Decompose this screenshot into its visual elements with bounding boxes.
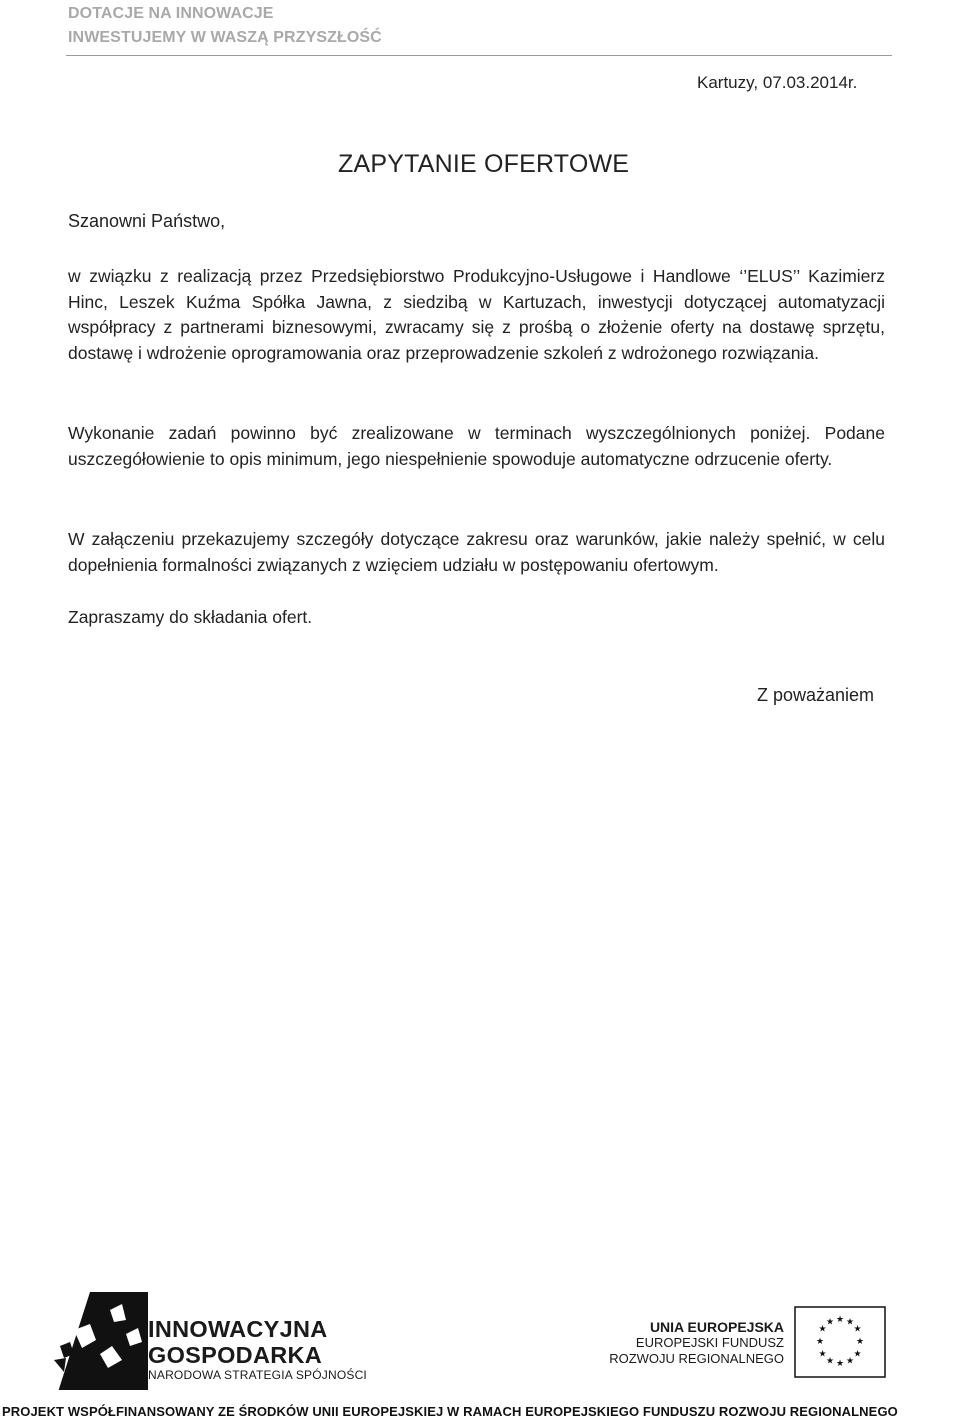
closing-phrase: Z poważaniem <box>757 685 875 705</box>
svg-text:★: ★ <box>815 1337 825 1347</box>
letter-date: Kartuzy, 07.03.2014r. <box>697 73 858 92</box>
eu-fund-text <box>600 1319 784 1367</box>
innovative-economy-line-2: GOSPODARKA <box>148 1342 323 1368</box>
svg-text:★: ★ <box>818 1324 827 1335</box>
eu-line-2: EUROPEJSKI FUNDUSZ <box>635 1335 784 1350</box>
svg-text:★: ★ <box>825 1356 835 1367</box>
innovative-economy-line-1: INNOWACYJNA <box>148 1316 328 1342</box>
svg-text:★: ★ <box>853 1349 862 1360</box>
innovative-economy-subtitle: NARODOWA STRATEGIA SPÓJNOŚCI <box>148 1368 367 1382</box>
page-header <box>68 2 382 50</box>
letter-title: ZAPYTANIE OFERTOWE <box>338 150 630 178</box>
eu-line-1: UNIA EUROPEJSKA <box>649 1319 784 1335</box>
eu-flag-icon <box>794 1306 886 1378</box>
paragraph-2: Wykonanie zadań powinno być zrealizowane w terminach wyszczególnionych poniżej. Podane uszczegółowienie to opis minimum, jego niespełnienie spowoduje automatyczne odrzucenie oferty. <box>68 423 885 469</box>
eu-line-3: ROZWOJU REGIONALNEGO <box>609 1351 784 1366</box>
svg-text:★: ★ <box>853 1324 862 1335</box>
header-line-1: DOTACJE NA INNOWACJE <box>68 5 274 22</box>
paragraph-4: Zapraszamy do składania ofert. <box>68 607 313 627</box>
svg-text:★: ★ <box>845 1317 855 1328</box>
svg-text:★: ★ <box>825 1317 835 1328</box>
svg-text:★: ★ <box>835 1359 845 1369</box>
svg-text:★: ★ <box>845 1356 855 1367</box>
salutation: Szanowni Państwo, <box>68 211 226 231</box>
innovative-economy-title <box>148 1316 328 1368</box>
svg-text:★: ★ <box>835 1315 845 1325</box>
paragraph-1: w związku z realizacją przez Przedsiębiorstwo Produkcyjno-Usługowe i Handlowe ‘’ELUS’’ Kazimierz Hinc, Leszek Kuźma Spółka Jawna, z siedzibą w Kartuzach, inwestycji dotyczącej automatyzacji współpracy z partnerami biznesowymi, zwracamy się z prośbą o złożenie oferty na dostawę sprzętu, dostawę i wdrożenie oprogramowania oraz przeprowadzenie szkoleń z wdrożonego rozwiązania. <box>68 266 885 363</box>
header-line-2: INWESTUJEMY W WASZĄ PRZYSZŁOŚĆ <box>68 29 382 46</box>
svg-text:★: ★ <box>855 1337 865 1347</box>
footer-funding-notice: PROJEKT WSPÓŁFINANSOWANY ZE ŚRODKÓW UNII EUROPEJSKIEJ W RAMACH EUROPEJSKIEGO FUNDUSZU ROZWOJU REGIONALNEGO <box>2 1404 898 1419</box>
header-divider <box>66 55 892 56</box>
paragraph-3: W załączeniu przekazujemy szczegóły dotyczące zakresu oraz warunków, jakie należy spełnić, w celu dopełnienia formalności związanych z wzięciem udziału w postępowaniu ofertowym. <box>68 529 885 575</box>
svg-text:★: ★ <box>818 1349 827 1360</box>
